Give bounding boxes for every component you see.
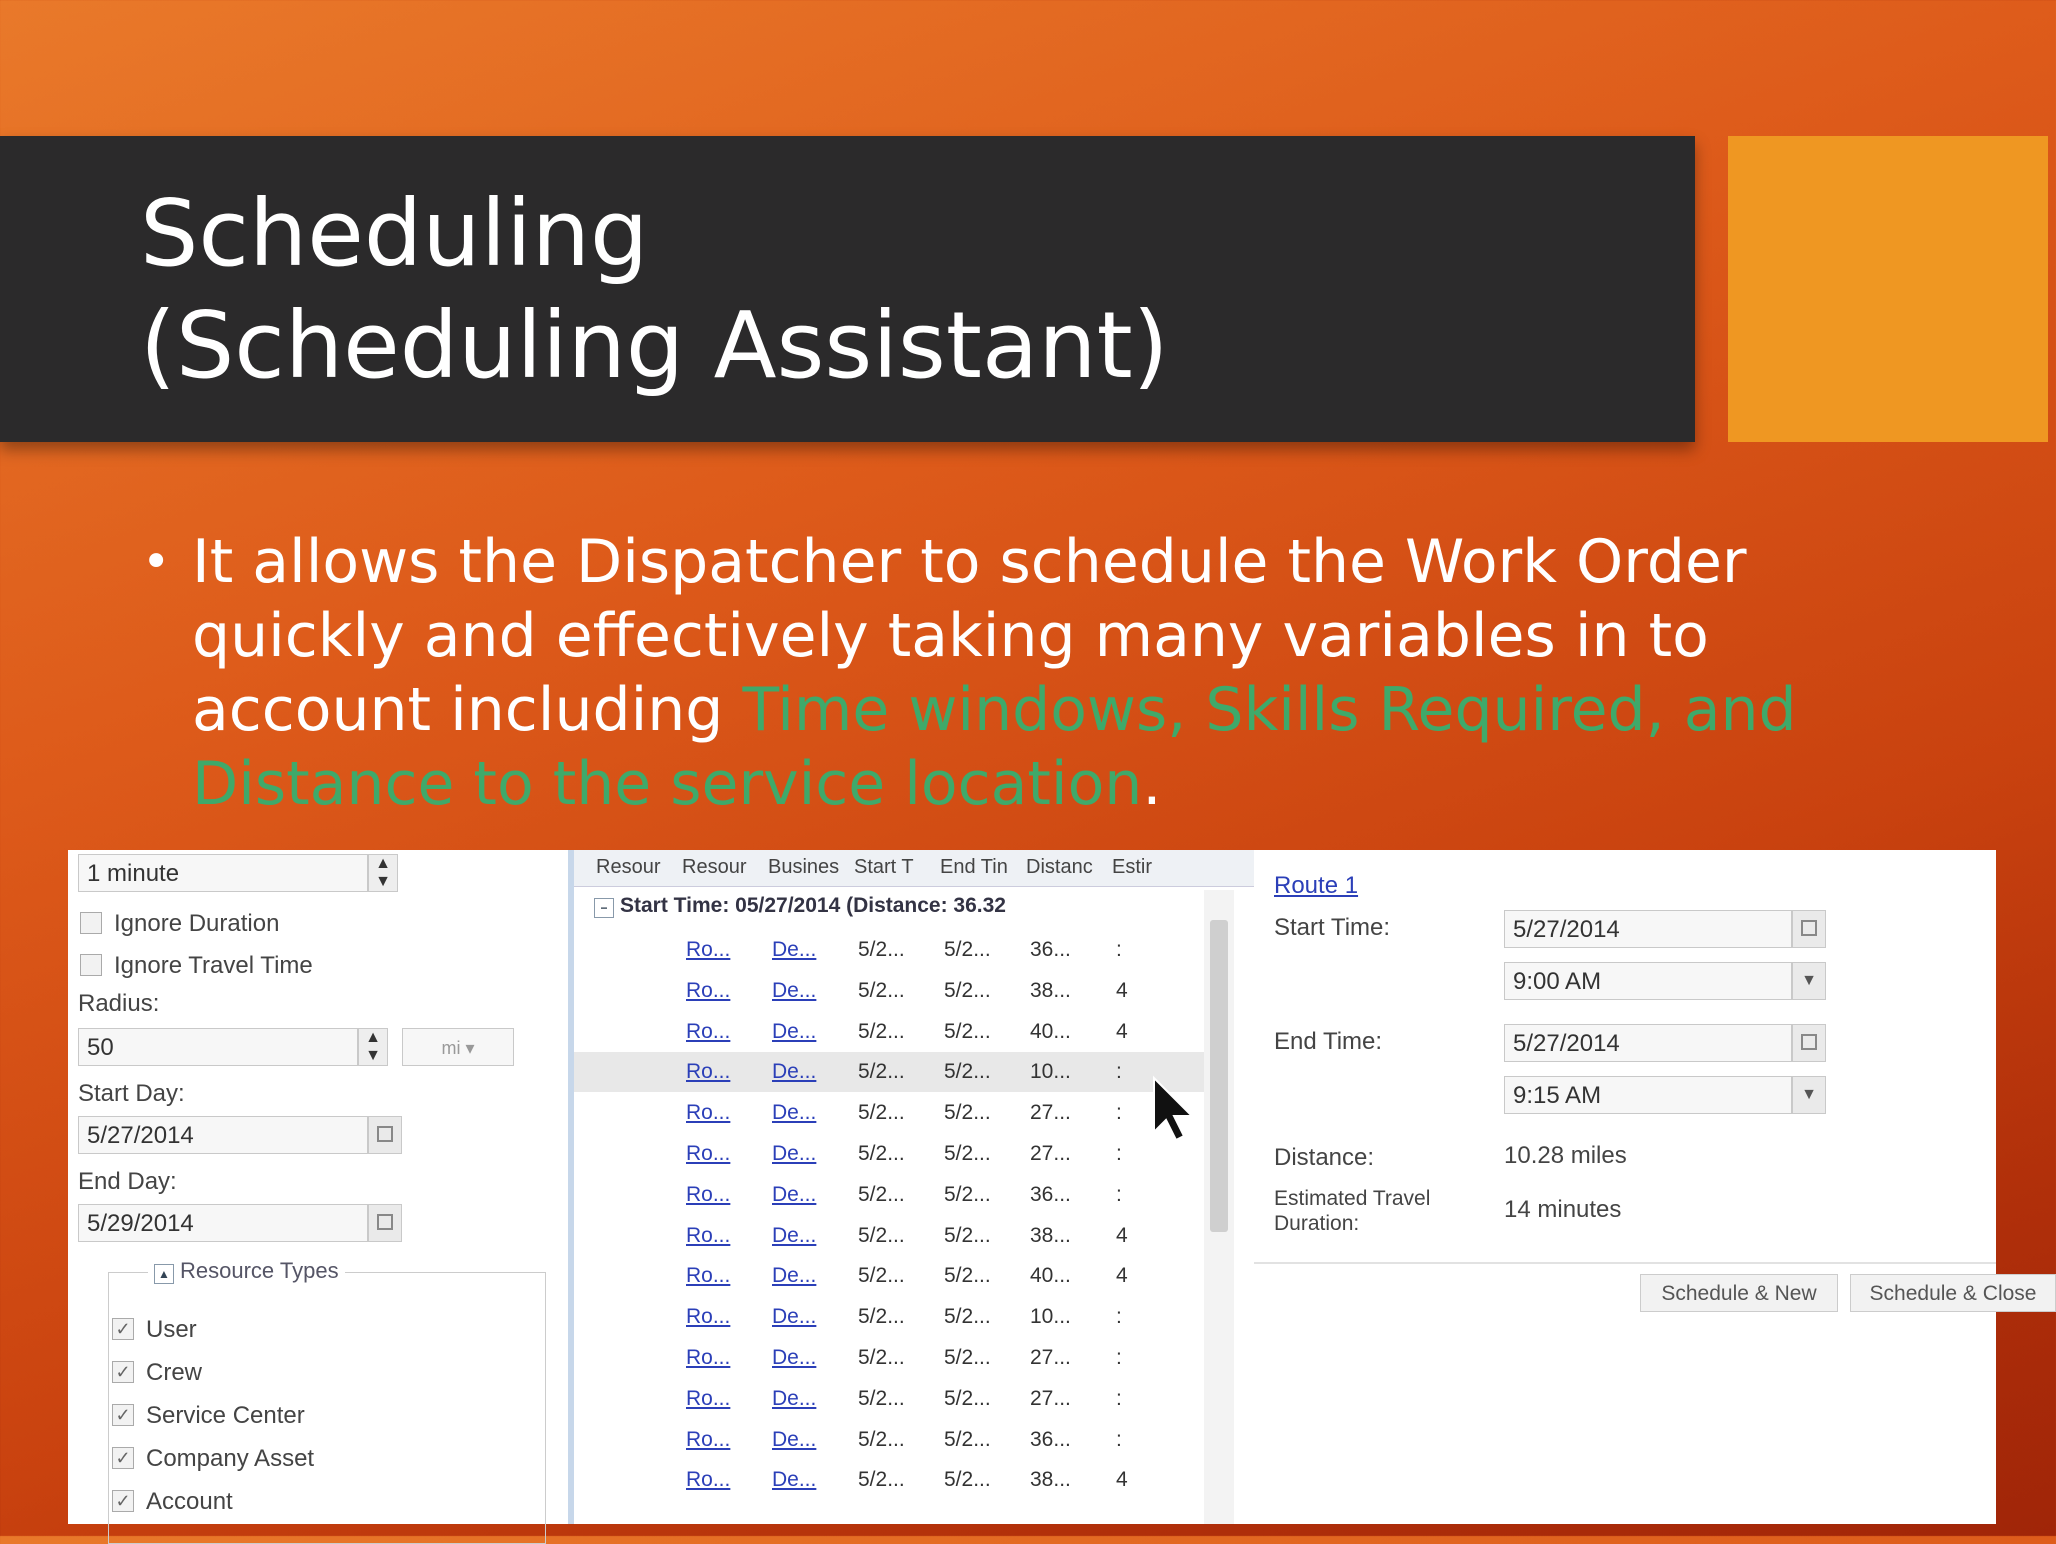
bullet-prefix: It allows the Dispatcher to schedule the Work Order quickly and effectively taking many variables in to account including (192, 527, 1747, 745)
title-line-2: (Scheduling Assistant) (140, 292, 1169, 399)
table-cell: 4 (1116, 978, 1128, 1002)
resource-types-label: Resource Types (180, 1258, 339, 1283)
results-grid (568, 850, 1260, 1524)
duration-spinner[interactable]: ▲ ▼ (368, 854, 398, 892)
table-row[interactable] (574, 1379, 1204, 1419)
table-cell: : (1116, 1305, 1122, 1329)
table-cell: 5/2... (858, 978, 905, 1002)
resource-type-label: Company Asset (146, 1445, 315, 1472)
row-link[interactable]: Ro... (686, 1386, 731, 1410)
grid-header (574, 850, 1254, 887)
schedule-new-button[interactable]: Schedule & New (1640, 1274, 1838, 1312)
calendar-icon[interactable] (1792, 910, 1826, 948)
scheduling-screenshot (68, 850, 2037, 1524)
table-cell: 4 (1116, 1468, 1128, 1492)
radius-spinner[interactable]: ▲ ▼ (358, 1028, 388, 1066)
start-date-input[interactable]: 5/27/2014 (1504, 910, 1792, 948)
table-cell: 5/2... (858, 1182, 905, 1206)
end-date-input[interactable]: 5/27/2014 (1504, 1024, 1792, 1062)
table-cell: 10... (1030, 1060, 1071, 1084)
table-row[interactable] (574, 1012, 1204, 1052)
table-cell: 27... (1030, 1101, 1071, 1125)
chevron-down-icon[interactable]: ▼ (1792, 1076, 1826, 1114)
table-cell: 27... (1030, 1346, 1071, 1369)
table-row[interactable] (574, 1052, 1204, 1092)
table-cell: 5/2... (944, 1060, 991, 1084)
end-day-input[interactable]: 5/29/2014 (78, 1204, 368, 1242)
table-row[interactable] (574, 1338, 1204, 1378)
travel-label-line-2: Duration: (1274, 1212, 1360, 1235)
duration-field[interactable]: 1 minute (78, 854, 368, 892)
table-cell: : (1116, 1346, 1122, 1369)
table-cell: 5/2... (858, 1060, 905, 1084)
calendar-icon[interactable] (1792, 1024, 1826, 1062)
distance-label: Distance: (1274, 1144, 1375, 1171)
bullet-highlight: Time windows, Skills Required, and Distance to the service location (192, 675, 1797, 819)
row-link[interactable]: Ro... (686, 1101, 731, 1125)
column-header[interactable]: Start T (854, 856, 914, 878)
group-header-label: Start Time: 05/27/2014 (Distance: 36.32 (620, 894, 1006, 917)
column-header[interactable]: Busines (768, 856, 840, 878)
table-cell: 5/2... (858, 1264, 905, 1288)
distance-value: 10.28 miles (1504, 1142, 1627, 1169)
row-link[interactable]: De... (772, 1305, 817, 1329)
end-time-select[interactable]: 9:15 AM (1504, 1076, 1792, 1114)
table-cell: 5/2... (944, 1427, 991, 1451)
table-cell: 5/2... (944, 978, 991, 1002)
route-link[interactable]: Route 1 (1274, 872, 1359, 899)
table-cell: 5/2... (944, 1346, 991, 1369)
table-cell: 5/2... (944, 1019, 991, 1043)
table-cell: 38... (1030, 1468, 1071, 1492)
radius-unit-select[interactable]: mi ▾ (402, 1028, 514, 1066)
table-cell: 5/2... (944, 938, 991, 961)
radius-label: Radius: (78, 990, 160, 1017)
row-link[interactable]: Ro... (686, 1346, 731, 1369)
table-cell: 38... (1030, 1223, 1071, 1247)
table-row[interactable] (574, 1460, 1204, 1500)
account-checkbox[interactable]: ✓ (112, 1490, 134, 1512)
table-row[interactable] (574, 930, 1204, 970)
row-link[interactable]: De... (772, 1182, 817, 1206)
chevron-down-icon[interactable]: ▼ (1792, 962, 1826, 1000)
start-time-select[interactable]: 9:00 AM (1504, 962, 1792, 1000)
table-row[interactable] (574, 1297, 1204, 1337)
row-link[interactable]: De... (772, 1142, 817, 1165)
collapse-icon[interactable]: − (594, 898, 614, 918)
row-link[interactable]: Ro... (686, 1223, 731, 1247)
bullet-text (192, 525, 1952, 821)
table-cell: 27... (1030, 1386, 1071, 1410)
table-cell: 5/2... (944, 1142, 991, 1165)
table-cell: 36... (1030, 938, 1071, 961)
ignore-duration-checkbox[interactable] (80, 912, 102, 934)
row-link[interactable]: De... (772, 1346, 817, 1369)
table-cell: 5/2... (858, 1468, 905, 1492)
table-row[interactable] (574, 1093, 1204, 1133)
ignore-travel-label: Ignore Travel Time (114, 952, 313, 979)
ignore-travel-checkbox[interactable] (80, 954, 102, 976)
row-link[interactable]: Ro... (686, 1468, 731, 1492)
table-row[interactable] (574, 1175, 1204, 1215)
table-cell: 4 (1116, 1019, 1128, 1043)
table-cell: 5/2... (944, 1101, 991, 1125)
table-cell: 40... (1030, 1019, 1071, 1043)
table-cell: 5/2... (944, 1182, 991, 1206)
table-cell: 5/2... (944, 1264, 991, 1288)
row-link[interactable]: De... (772, 978, 817, 1002)
bullet-dot: • (142, 534, 171, 590)
scrollbar-thumb[interactable] (1210, 920, 1228, 1232)
table-row[interactable] (574, 971, 1204, 1011)
travel-label-line-1: Estimated Travel (1274, 1187, 1431, 1210)
table-cell: 5/2... (858, 1305, 905, 1329)
end-day-label: End Day: (78, 1168, 177, 1195)
service-center-checkbox[interactable]: ✓ (112, 1404, 134, 1426)
table-cell: : (1116, 1182, 1122, 1206)
collapse-icon[interactable]: ▲ (154, 1264, 174, 1284)
table-cell: : (1116, 1060, 1122, 1084)
group-row[interactable] (594, 894, 1006, 918)
table-cell: 5/2... (944, 1468, 991, 1492)
table-cell: 36... (1030, 1182, 1071, 1206)
row-link[interactable]: Ro... (686, 1264, 731, 1288)
slide-title (140, 178, 1169, 402)
calendar-icon[interactable] (368, 1204, 402, 1242)
row-link[interactable]: Ro... (686, 1305, 731, 1329)
table-cell: 4 (1116, 1264, 1128, 1288)
table-cell: 5/2... (858, 1101, 905, 1125)
table-cell: 5/2... (858, 1223, 905, 1247)
row-link[interactable]: Ro... (686, 1427, 731, 1451)
table-row[interactable] (574, 1420, 1204, 1460)
ignore-duration-label: Ignore Duration (114, 910, 280, 937)
resource-type-label: User (146, 1316, 197, 1343)
resource-type-label: Account (146, 1488, 233, 1515)
radius-input[interactable]: 50 (78, 1028, 358, 1066)
table-cell: 27... (1030, 1142, 1071, 1165)
filter-pane (68, 850, 568, 1524)
row-link[interactable]: De... (772, 1060, 817, 1084)
table-cell: : (1116, 938, 1122, 961)
title-line-1: Scheduling (140, 180, 649, 287)
column-header[interactable]: End Tin (940, 856, 1008, 878)
table-cell: 5/2... (858, 1019, 905, 1043)
row-link[interactable]: De... (772, 1223, 817, 1247)
table-cell: 5/2... (944, 1305, 991, 1329)
row-link[interactable]: De... (772, 1101, 817, 1125)
table-cell: 36... (1030, 1427, 1071, 1451)
table-row[interactable] (574, 1216, 1204, 1256)
resource-type-label: Crew (146, 1359, 203, 1386)
row-link[interactable]: Ro... (686, 1182, 731, 1206)
accent-block (1728, 136, 2048, 442)
table-cell: 5/2... (858, 1427, 905, 1451)
row-link[interactable]: Ro... (686, 938, 731, 961)
table-cell: 5/2... (858, 1386, 905, 1410)
table-cell: 5/2... (944, 1386, 991, 1410)
row-link[interactable]: De... (772, 1427, 817, 1451)
company-asset-checkbox[interactable]: ✓ (112, 1447, 134, 1469)
row-link[interactable]: Ro... (686, 1060, 731, 1084)
table-cell: 5/2... (858, 1346, 905, 1369)
table-cell: 5/2... (858, 938, 905, 961)
divider (1254, 1262, 1996, 1264)
row-link[interactable]: Ro... (686, 978, 731, 1002)
calendar-icon[interactable] (368, 1116, 402, 1154)
column-header[interactable]: Resour (682, 856, 747, 878)
table-cell: 5/2... (944, 1223, 991, 1247)
travel-duration-label (1274, 1186, 1430, 1236)
table-row[interactable] (574, 1134, 1204, 1174)
start-day-label: Start Day: (78, 1080, 185, 1107)
start-day-input[interactable]: 5/27/2014 (78, 1116, 368, 1154)
table-cell: 38... (1030, 978, 1071, 1002)
table-cell: 10... (1030, 1305, 1071, 1329)
table-cell: 4 (1116, 1223, 1128, 1247)
table-cell: 5/2... (858, 1142, 905, 1165)
radius-unit-value: mi (441, 1038, 461, 1058)
table-row[interactable] (574, 1256, 1204, 1296)
mouse-cursor-icon (1152, 1076, 1198, 1142)
start-time-label: Start Time: (1274, 914, 1391, 941)
column-header[interactable]: Distanc (1026, 856, 1093, 878)
row-link[interactable]: Ro... (686, 1019, 731, 1043)
column-header[interactable]: Estir (1112, 856, 1152, 878)
row-link[interactable]: Ro... (686, 1142, 731, 1165)
row-link[interactable]: De... (772, 1264, 817, 1288)
row-link[interactable]: De... (772, 1019, 817, 1043)
table-cell: : (1116, 1386, 1122, 1410)
bullet-suffix: . (1142, 749, 1162, 819)
row-link[interactable]: De... (772, 938, 817, 961)
user-checkbox[interactable]: ✓ (112, 1318, 134, 1340)
end-time-label: End Time: (1274, 1028, 1383, 1055)
table-cell: 40... (1030, 1264, 1071, 1288)
table-cell: : (1116, 1142, 1122, 1165)
row-link[interactable]: De... (772, 1468, 817, 1492)
row-link[interactable]: De... (772, 1386, 817, 1410)
resource-type-label: Service Center (146, 1402, 305, 1429)
table-cell: : (1116, 1427, 1122, 1451)
route-details-pane (1254, 850, 2037, 1524)
resource-types-header[interactable] (148, 1258, 345, 1284)
column-header[interactable]: Resour (596, 856, 661, 878)
crew-checkbox[interactable]: ✓ (112, 1361, 134, 1383)
travel-duration-value: 14 minutes (1504, 1196, 1622, 1223)
schedule-close-button[interactable]: Schedule & Close (1850, 1274, 2056, 1312)
table-cell: : (1116, 1101, 1122, 1125)
